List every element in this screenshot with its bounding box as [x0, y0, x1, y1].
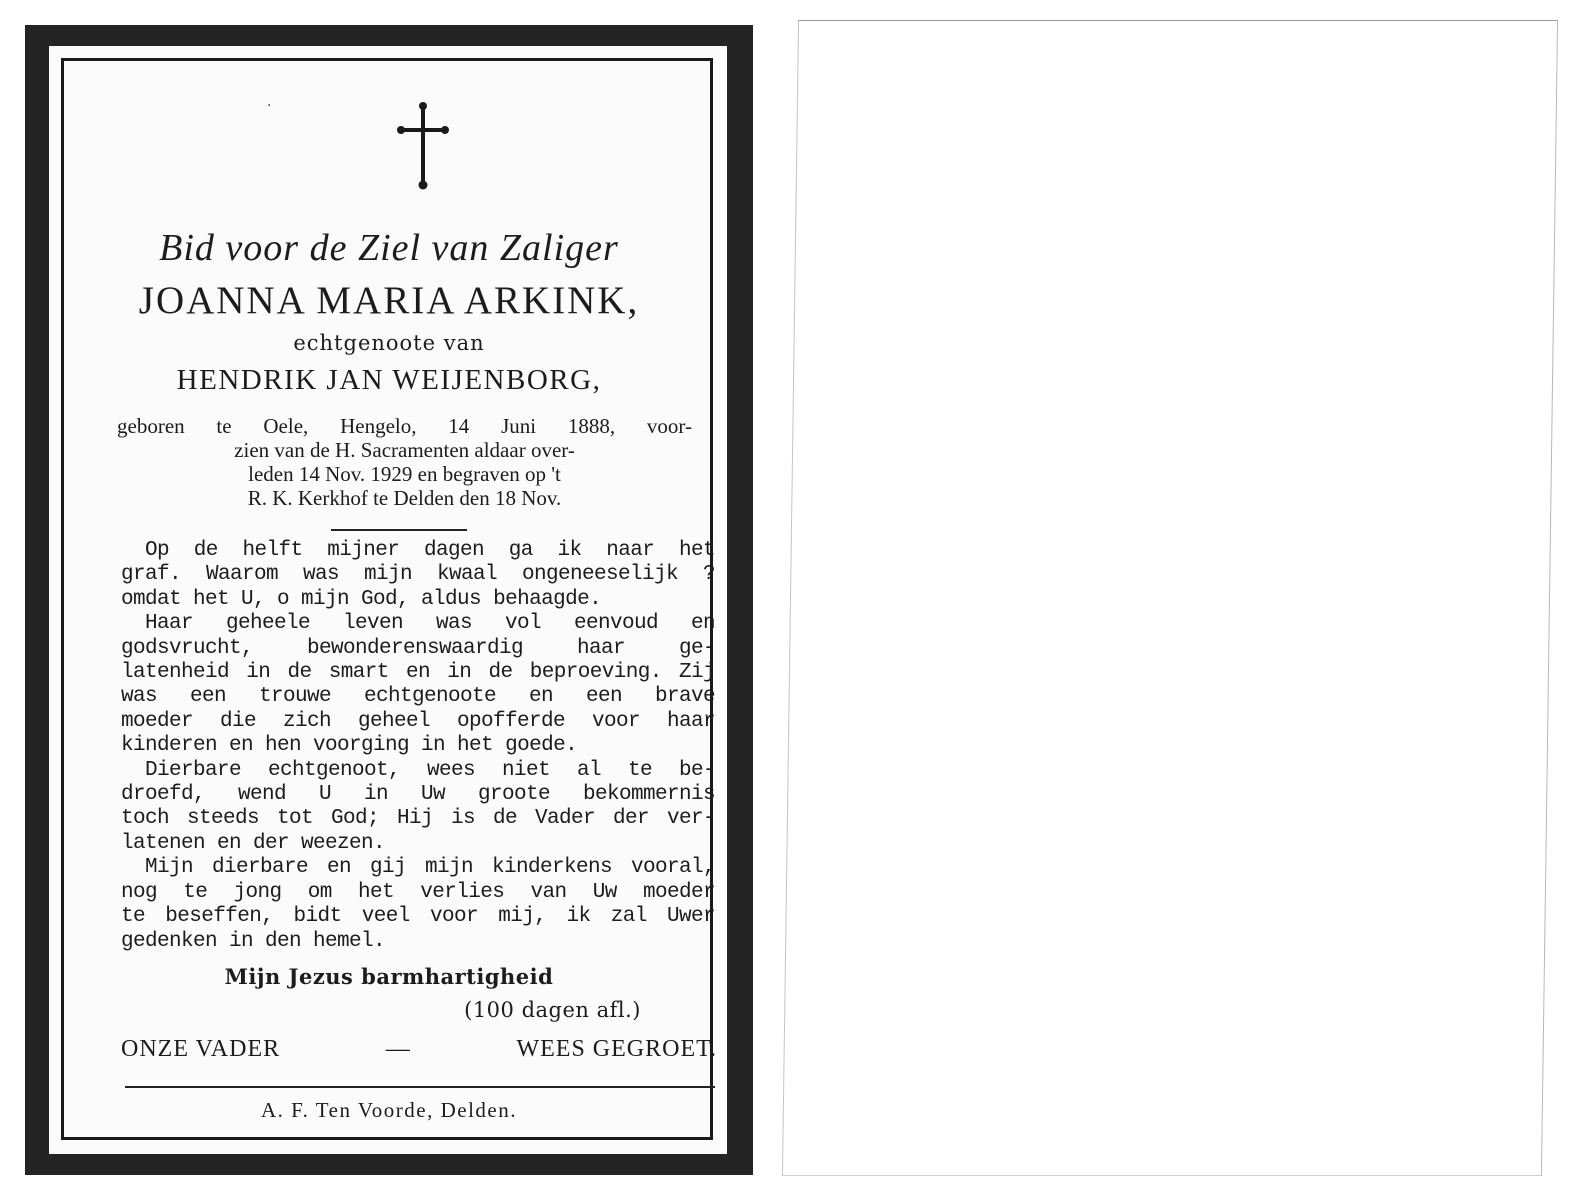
indulgence-note: (100 dagen afl.) [464, 998, 641, 1022]
ejaculation-prayer: Mijn Jezus barmhartigheid [224, 964, 554, 989]
text-line: droefd, wend U in Uw groote bekommernis [121, 783, 715, 807]
printer-imprint: A. F. Ten Voorde, Delden. [260, 1098, 517, 1122]
short-divider [331, 529, 467, 531]
bio-line: leden 14 Nov. 1929 en begraven op 't [248, 462, 561, 486]
bottom-divider [125, 1086, 715, 1088]
invocation-heading: Bid voor de Ziel van Zaliger [159, 227, 619, 269]
text-line: nog te jong om het verlies van Uw moeder [121, 880, 715, 904]
text-line: Op de helft mijner dagen ga ik naar het [145, 539, 715, 562]
text-line: godsvrucht, bewonderenswaardig haar ge- [121, 636, 715, 660]
deceased-name: JOANNA MARIA ARKINK, [138, 279, 640, 322]
spouse-name: HENDRIK JAN WEIJENBORG, [176, 364, 602, 396]
biography-block [117, 414, 692, 510]
prayer-hail-mary: WEES GEGROET. [516, 1036, 717, 1062]
text-line: Mijn dierbare en gij mijn kinderkens vooral, [145, 856, 715, 880]
bio-line: geboren te Oele, Hengelo, 14 Juni 1888, voor- [117, 414, 692, 438]
cross-icon [397, 101, 449, 191]
text-line: latenheid in de smart en in de beproeving. Zij [121, 661, 715, 685]
text-line: graf. Waarom was mijn kwaal ongeneeselijk ? [121, 563, 715, 587]
text-line: omdat het U, o mijn God, aldus behaagde. [121, 587, 602, 611]
memorial-card-front [25, 25, 753, 1175]
bio-line: R. K. Kerkhof te Delden den 18 Nov. [247, 486, 562, 510]
prayer-our-father: ONZE VADER [121, 1036, 281, 1062]
text-line: latenen en der weezen. [121, 831, 386, 855]
prayer-dash: — [385, 1036, 411, 1062]
text-line: moeder die zich geheel opofferde voor haar [121, 709, 715, 733]
text-line: te beseffen, bidt veel voor mij, ik zal Uwer [121, 905, 715, 929]
bio-line: zien van de H. Sacramenten aldaar over- [234, 438, 575, 462]
text-line: Haar geheele leven was vol eenvoud en [145, 612, 715, 636]
spouse-relation: echtgenoote van [293, 331, 485, 355]
memorial-card-back [782, 20, 1558, 1176]
card-paper [49, 46, 727, 1154]
text-line: was een trouwe echtgenoote en een brave [121, 685, 715, 709]
memorial-text [121, 539, 715, 954]
text-line: Dierbare echtgenoot, wees niet al te be- [145, 758, 715, 782]
text-line: kinderen en hen voorging in het goede. [121, 734, 578, 758]
closing-prayers [121, 1036, 717, 1063]
text-line: toch steeds tot God; Hij is de Vader der ver- [121, 807, 715, 831]
print-speck: · [267, 98, 272, 114]
text-line: gedenken in den hemel. [121, 929, 386, 953]
